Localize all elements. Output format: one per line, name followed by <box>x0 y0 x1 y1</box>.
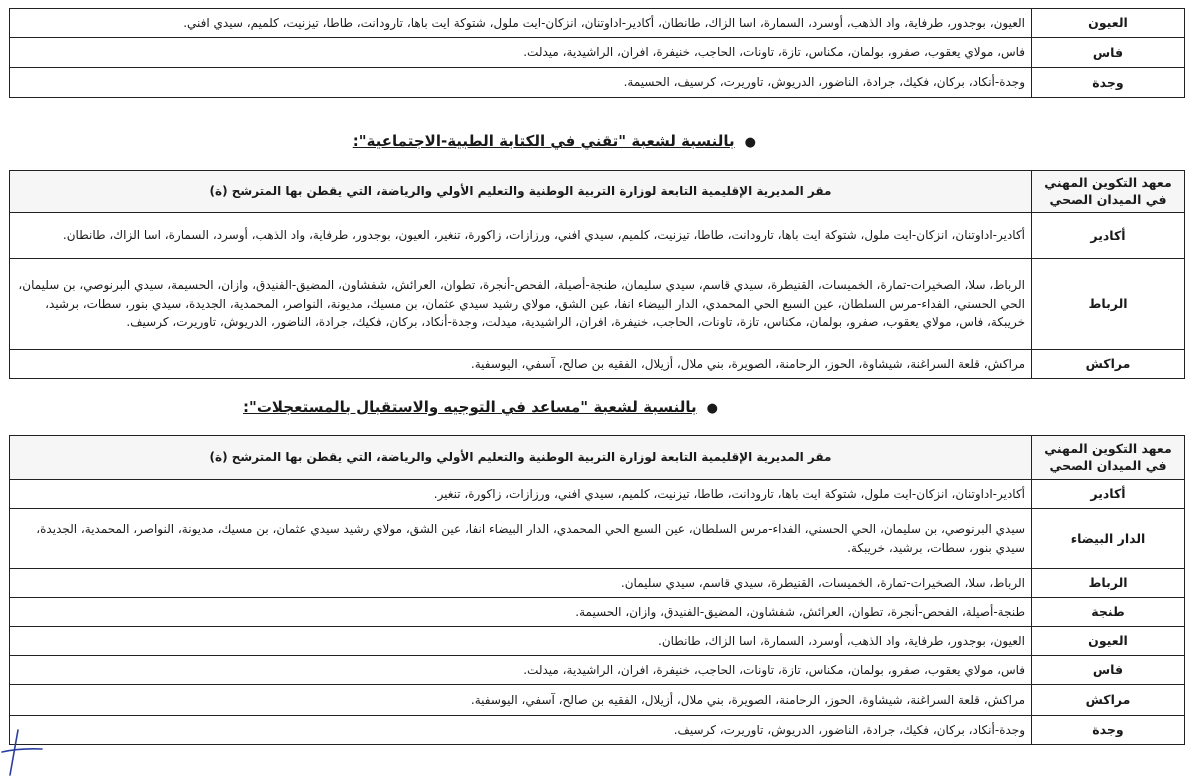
directorates-list: أكادير-اداوتنان، انزكان-ايت ملول، شتوكة ايت باها، تارودانت، طاطا، تيزنيت، كلميم، سيدي افني، ورزازات، زاكورة، تنغير. <box>10 480 1032 509</box>
institute-city: طنجة <box>1032 598 1185 627</box>
table-row <box>10 685 1185 716</box>
institute-city: الرباط <box>1032 569 1185 598</box>
header-directorate: مقر المديرية الإقليمية التابعة لوزارة التربية الوطنية والتعليم الأولي والرياضة، التي يقطن بها المترشح (ة) <box>10 436 1032 480</box>
directorates-list: فاس، مولاي يعقوب، صفرو، بولمان، مكناس، تازة، تاونات، الحاجب، خنيفرة، افران، الراشيدية، ميدلت. <box>10 656 1032 685</box>
table-row <box>10 259 1185 350</box>
directorates-list: مراكش، قلعة السراغنة، شيشاوة، الحوز، الرحامنة، الصويرة، بني ملال، أزيلال، الفقيه بن صالح، آسفي، اليوسفية. <box>10 685 1032 716</box>
institute-city: العيون <box>1032 9 1185 38</box>
table-row <box>10 68 1185 98</box>
institutes-table-continued <box>9 8 1185 98</box>
handwritten-initial-mark <box>0 728 50 777</box>
table-header-row <box>10 436 1185 480</box>
header-directorate: مقر المديرية الإقليمية التابعة لوزارة التربية الوطنية والتعليم الأولي والرياضة، التي يقطن بها المترشح (ة) <box>10 171 1032 213</box>
table-row <box>10 213 1185 259</box>
table-row <box>10 38 1185 68</box>
table-row <box>10 9 1185 38</box>
table-row <box>10 509 1185 569</box>
institute-city: وجدة <box>1032 68 1185 98</box>
institute-city: العيون <box>1032 627 1185 656</box>
header-institute: معهد التكوين المهني في الميدان الصحي <box>1032 171 1185 213</box>
directorates-list: مراكش، قلعة السراغنة، شيشاوة، الحوز، الرحامنة، الصويرة، بني ملال، أزيلال، الفقيه بن صالح، آسفي، اليوسفية. <box>10 350 1032 379</box>
table-row <box>10 569 1185 598</box>
directorates-list: سيدي البرنوصي، بن سليمان، الحي الحسني، الفداء-مرس السلطان، عين السبع الحي المحمدي، الدار البيضاء انفا، عين الشق، مولاي رشيد سيدي عثمان، بن مسيك، مديونة، النواصر، المحمدية، الجديدة، سيدي بنور، سطات، برشيد، خريبكة. <box>10 509 1032 569</box>
section-title <box>243 398 718 416</box>
table-row <box>10 350 1185 379</box>
header-institute: معهد التكوين المهني في الميدان الصحي <box>1032 436 1185 480</box>
directorates-list: طنجة-أصيلة، الفحص-أنجرة، تطوان، العرائش، شفشاون، المضيق-الفنيدق، وازان، الحسيمة. <box>10 598 1032 627</box>
institute-city: أكادير <box>1032 213 1185 259</box>
section-title-text: بالنسبة لشعبة "تقني في الكتابة الطبية-الاجتماعية": <box>352 132 735 150</box>
institute-city: وجدة <box>1032 716 1185 745</box>
table-row <box>10 716 1185 745</box>
table-row <box>10 656 1185 685</box>
table-row <box>10 480 1185 509</box>
institute-city: مراكش <box>1032 685 1185 716</box>
institute-city: مراكش <box>1032 350 1185 379</box>
institute-city: الرباط <box>1032 259 1185 350</box>
table-row <box>10 598 1185 627</box>
institute-city: أكادير <box>1032 480 1185 509</box>
directorates-list: فاس، مولاي يعقوب، صفرو، بولمان، مكناس، تازة، تاونات، الحاجب، خنيفرة، افران، الراشيدية، ميدلت. <box>10 38 1032 68</box>
institutes-table-emergency-reception <box>9 435 1185 745</box>
table-header-row <box>10 171 1185 213</box>
bullet-icon: ● <box>744 135 756 150</box>
directorates-list: وجدة-أنكاد، بركان، فكيك، جرادة، الناضور، الدريوش، تاوريرت، كرسيف، الحسيمة. <box>10 68 1032 98</box>
section-title <box>353 132 756 150</box>
directorates-list: العيون، بوجدور، طرفاية، واد الذهب، أوسرد، السمارة، اسا الزاك، طانطان، أكادير-اداوتنان، انزكان-ايت ملول، شتوكة ايت باها، تارودانت، طاطا، تيزنيت، كلميم، سيدي افني. <box>10 9 1032 38</box>
institute-city: فاس <box>1032 656 1185 685</box>
institutes-table-medical-writing <box>9 170 1185 379</box>
bullet-icon: ● <box>706 401 718 416</box>
institute-city: فاس <box>1032 38 1185 68</box>
directorates-list: الرباط، سلا، الصخيرات-تمارة، الخميسات، القنيطرة، سيدي قاسم، سيدي سليمان، طنجة-أصيلة، الفحص-أنجرة، تطوان، العرائش، شفشاون، المضيق-الفنيدق، وازان، الحسيمة، سيدي البرنوصي، بن سليمان، الحي الحسني، الفداء-مرس السلطان، عين السبع الحي المحمدي، الدار البيضاء انفا، عين الشق، مولاي رشيد سيدي عثمان، بن مسيك، مديونة، النواصر، المحمدية، الجديدة، سيدي بنور، سطات، برشيد، خريبكة، فاس، مولاي يعقوب، صفرو، بولمان، مكناس، تازة، تاونات، الحاجب، خنيفرة، افران، الراشيدية، ميدلت، وجدة-أنكاد، بركان، فكيك، جرادة، الناضور، الدريوش، تاوريرت، كرسيف. <box>10 259 1032 350</box>
table-row <box>10 627 1185 656</box>
section-title-text: بالنسبة لشعبة "مساعد في التوجيه والاستقبال بالمستعجلات": <box>243 398 697 416</box>
directorates-list: العيون، بوجدور، طرفاية، واد الذهب، أوسرد، السمارة، اسا الزاك، طانطان. <box>10 627 1032 656</box>
institute-city: الدار البيضاء <box>1032 509 1185 569</box>
directorates-list: أكادير-اداوتنان، انزكان-ايت ملول، شتوكة ايت باها، تارودانت، طاطا، تيزنيت، كلميم، سيدي افني، ورزازات، زاكورة، تنغير، العيون، بوجدور، طرفاية، واد الذهب، أوسرد، السمارة، اسا الزاك، طانطان. <box>10 213 1032 259</box>
directorates-list: الرباط، سلا، الصخيرات-تمارة، الخميسات، القنيطرة، سيدي قاسم، سيدي سليمان. <box>10 569 1032 598</box>
directorates-list: وجدة-أنكاد، بركان، فكيك، جرادة، الناضور، الدريوش، تاوريرت، كرسيف. <box>10 716 1032 745</box>
